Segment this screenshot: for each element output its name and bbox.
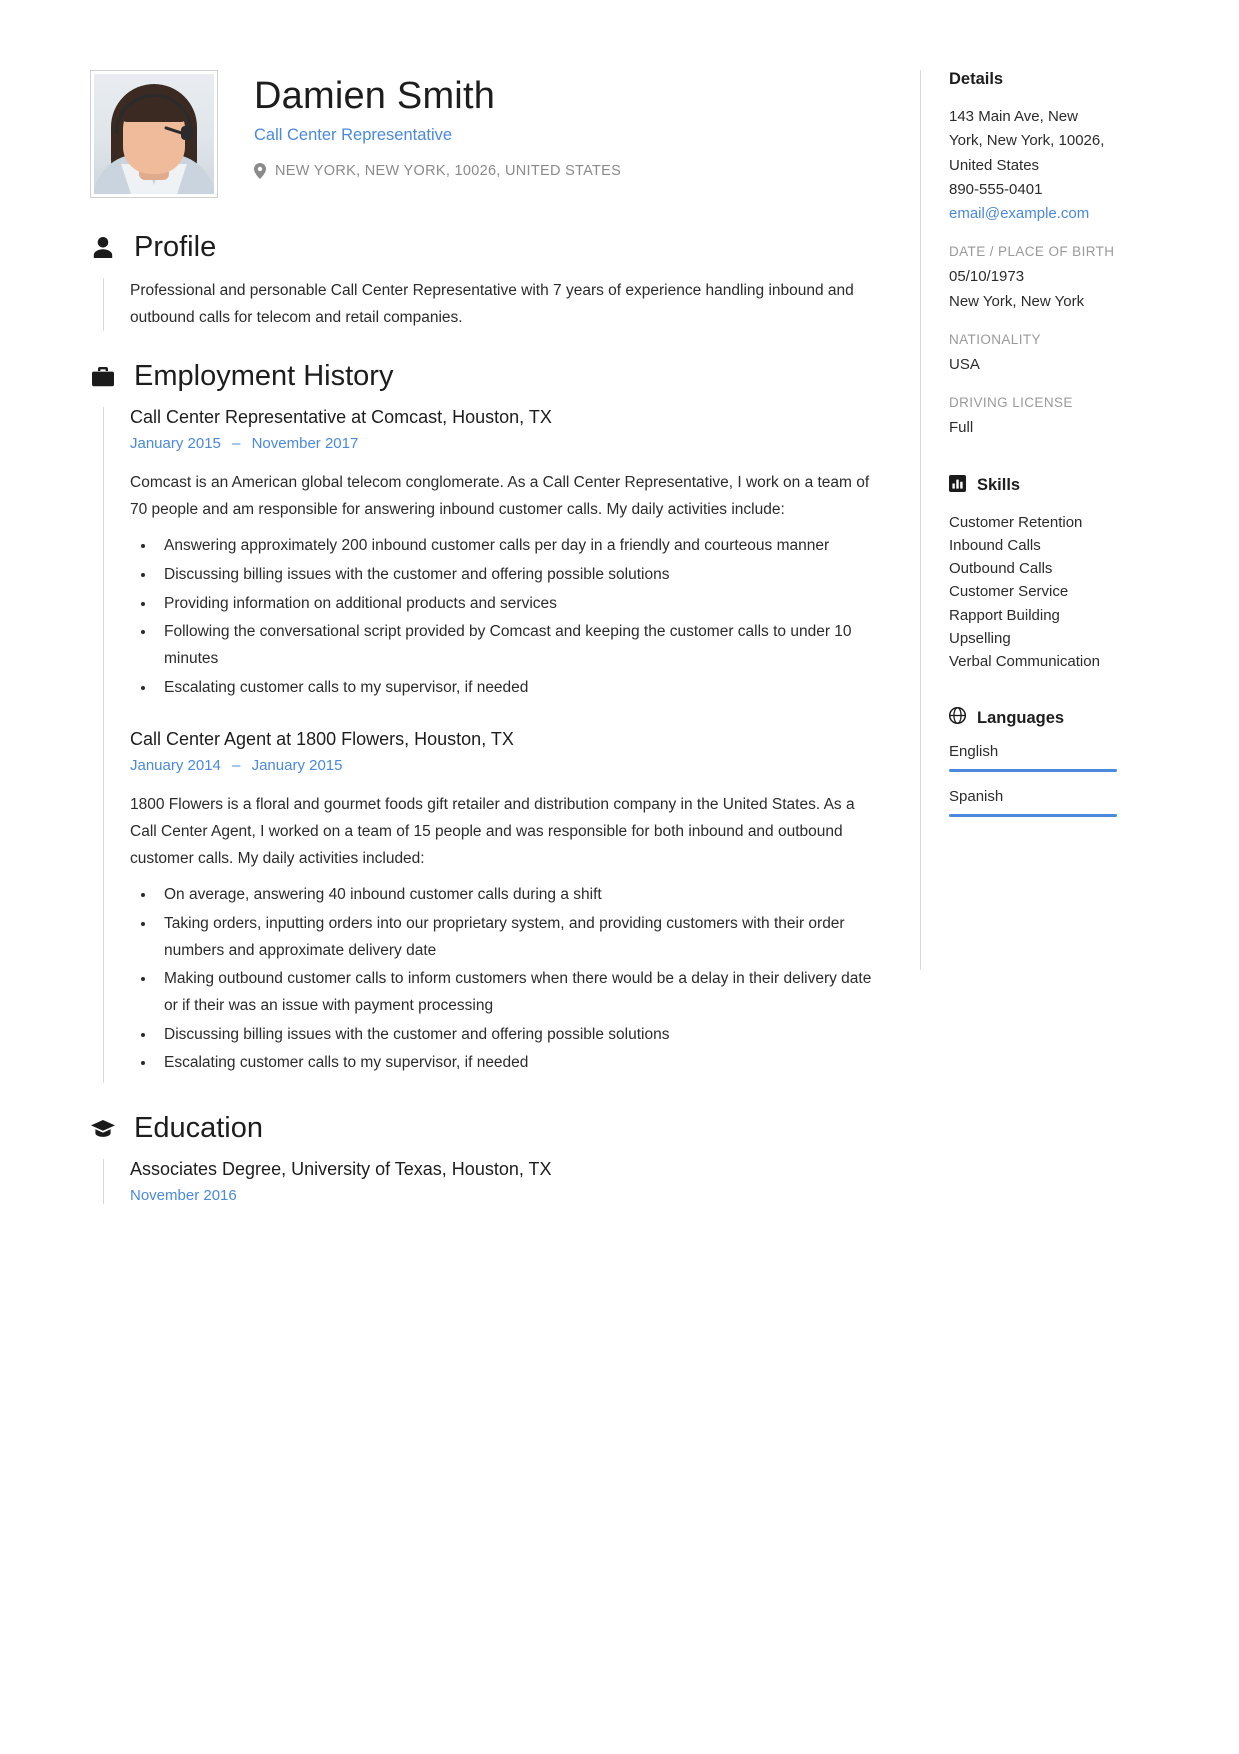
job-title: Call Center Representative at Comcast, Houston, TX	[130, 407, 552, 428]
language-level-bar	[949, 814, 1117, 817]
list-item: Outbound Calls	[949, 560, 1053, 578]
languages-title: Languages	[977, 708, 1065, 727]
location-text: NEW YORK, NEW YORK, 10026, UNITED STATES	[275, 162, 622, 179]
language-name: Spanish	[949, 788, 1004, 806]
birth-place: New York, New York	[949, 292, 1085, 310]
languages-heading	[949, 707, 1150, 729]
job-entry	[130, 407, 880, 729]
list-item: • Answering approximately 200 inbound customer calls per day in a friendly and courteous manner	[156, 533, 880, 560]
employment-body	[103, 407, 880, 1083]
section-title: Education	[134, 1111, 263, 1144]
job-dates	[130, 757, 880, 774]
job-end-date: January 2015	[251, 757, 343, 775]
job-entry	[130, 729, 880, 1083]
job-title: Call Center Agent at 1800 Flowers, Houston, TX	[130, 729, 514, 750]
employment-heading	[90, 361, 880, 393]
list-item: Customer Retention	[949, 513, 1083, 531]
skills-title: Skills	[977, 476, 1021, 495]
avatar	[90, 70, 218, 198]
job-dates	[130, 435, 880, 452]
list-item: • On average, answering 40 inbound customer calls during a shift	[156, 882, 880, 909]
language-name: English	[949, 743, 999, 761]
job-role: Call Center Representative	[254, 125, 453, 144]
section-profile	[90, 232, 880, 331]
job-start-date: January 2015	[130, 435, 221, 453]
briefcase-icon	[90, 367, 116, 387]
details-block	[949, 70, 1150, 441]
education-title: Associates Degree, University of Texas, Houston, TX	[130, 1158, 552, 1179]
job-bullets	[130, 882, 880, 1077]
nationality-value: USA	[949, 356, 980, 374]
bar-chart-icon	[949, 475, 966, 497]
address-line: 143 Main Ave, New	[949, 108, 1078, 125]
education-date: November 2016	[130, 1186, 237, 1204]
date-dash: –	[232, 435, 241, 453]
section-title: Employment History	[134, 360, 394, 393]
email-link[interactable]: email@example.com	[949, 205, 1090, 223]
list-item: • Escalating customer calls to my supervisor, if needed	[156, 1050, 880, 1077]
job-bullets	[130, 533, 880, 701]
education-body	[103, 1159, 880, 1204]
list-item: • Escalating customer calls to my supervisor, if needed	[156, 675, 880, 702]
profile-text: Professional and personable Call Center Representative with 7 years of experience handling inbound and outbound calls for telecom and retail companies.	[130, 281, 854, 326]
person-icon	[90, 237, 116, 259]
list-item: • Taking orders, inputting orders into our proprietary system, and providing customers with their order numbers and approximate delivery date	[156, 911, 880, 964]
list-item: • Making outbound customer calls to inform customers when there would be a delay in their delivery date or if their was an issue with payment processing	[156, 966, 880, 1019]
header-text	[218, 70, 621, 179]
list-item: Rapport Building	[949, 606, 1060, 624]
section-employment	[90, 361, 880, 1083]
date-dash: –	[232, 757, 241, 775]
skills-block	[949, 475, 1150, 674]
phone-number: 890-555-0401	[949, 180, 1043, 198]
list-item: • Providing information on additional products and services	[156, 591, 880, 618]
main-column	[90, 70, 880, 1210]
address-line: United States	[949, 156, 1040, 174]
job-summary: Comcast is an American global telecom conglomerate. As a Call Center Representative, I work on a team of 70 people and am responsible for answering inbound customer calls. My daily activities include:	[130, 474, 870, 518]
details-title: Details	[949, 70, 1004, 88]
job-end-date: November 2017	[251, 435, 359, 453]
job-summary: 1800 Flowers is a floral and gourmet foods gift retailer and distribution company in the United States. As a Call Center Agent, I worked on a team of 15 people and was responsible for both inbound and outbound customer calls. My daily activities included:	[130, 796, 855, 867]
list-item: Inbound Calls	[949, 536, 1041, 554]
profile-heading	[90, 232, 880, 264]
resume-header	[90, 70, 880, 198]
page-title: Damien Smith	[254, 75, 496, 117]
address-line: York, New York, 10026,	[949, 132, 1105, 150]
address	[949, 105, 1150, 226]
location-line	[254, 163, 621, 179]
section-education	[90, 1113, 880, 1204]
dob-value: 05/10/1973	[949, 268, 1025, 286]
language-level-bar	[949, 769, 1117, 772]
map-pin-icon	[254, 163, 266, 179]
skills-heading	[949, 475, 1150, 497]
list-item: • Following the conversational script provided by Comcast and keeping the customer calls to under 10 minutes	[156, 619, 880, 672]
languages-block	[949, 707, 1150, 817]
list-item: • Discussing billing issues with the customer and offering possible solutions	[156, 562, 880, 589]
section-title: Profile	[134, 231, 217, 263]
nationality-label: NATIONALITY	[949, 332, 1041, 348]
education-heading	[90, 1113, 880, 1145]
language-item	[949, 743, 1150, 772]
globe-icon	[949, 707, 966, 729]
list-item: Verbal Communication	[949, 653, 1100, 671]
graduation-cap-icon	[90, 1120, 116, 1138]
education-entry	[130, 1159, 880, 1204]
dob-label: DATE / PLACE OF BIRTH	[949, 244, 1115, 260]
language-item	[949, 788, 1150, 817]
job-start-date: January 2014	[130, 757, 221, 775]
list-item: Upselling	[949, 629, 1011, 647]
sidebar	[920, 70, 1150, 970]
list-item: • Discussing billing issues with the customer and offering possible solutions	[156, 1022, 880, 1049]
driving-license-value: Full	[949, 419, 974, 437]
portrait-photo-icon	[94, 74, 214, 194]
skills-list	[949, 511, 1150, 674]
list-item: Customer Service	[949, 583, 1069, 601]
profile-body	[103, 278, 880, 331]
driving-license-label: DRIVING LICENSE	[949, 395, 1073, 411]
